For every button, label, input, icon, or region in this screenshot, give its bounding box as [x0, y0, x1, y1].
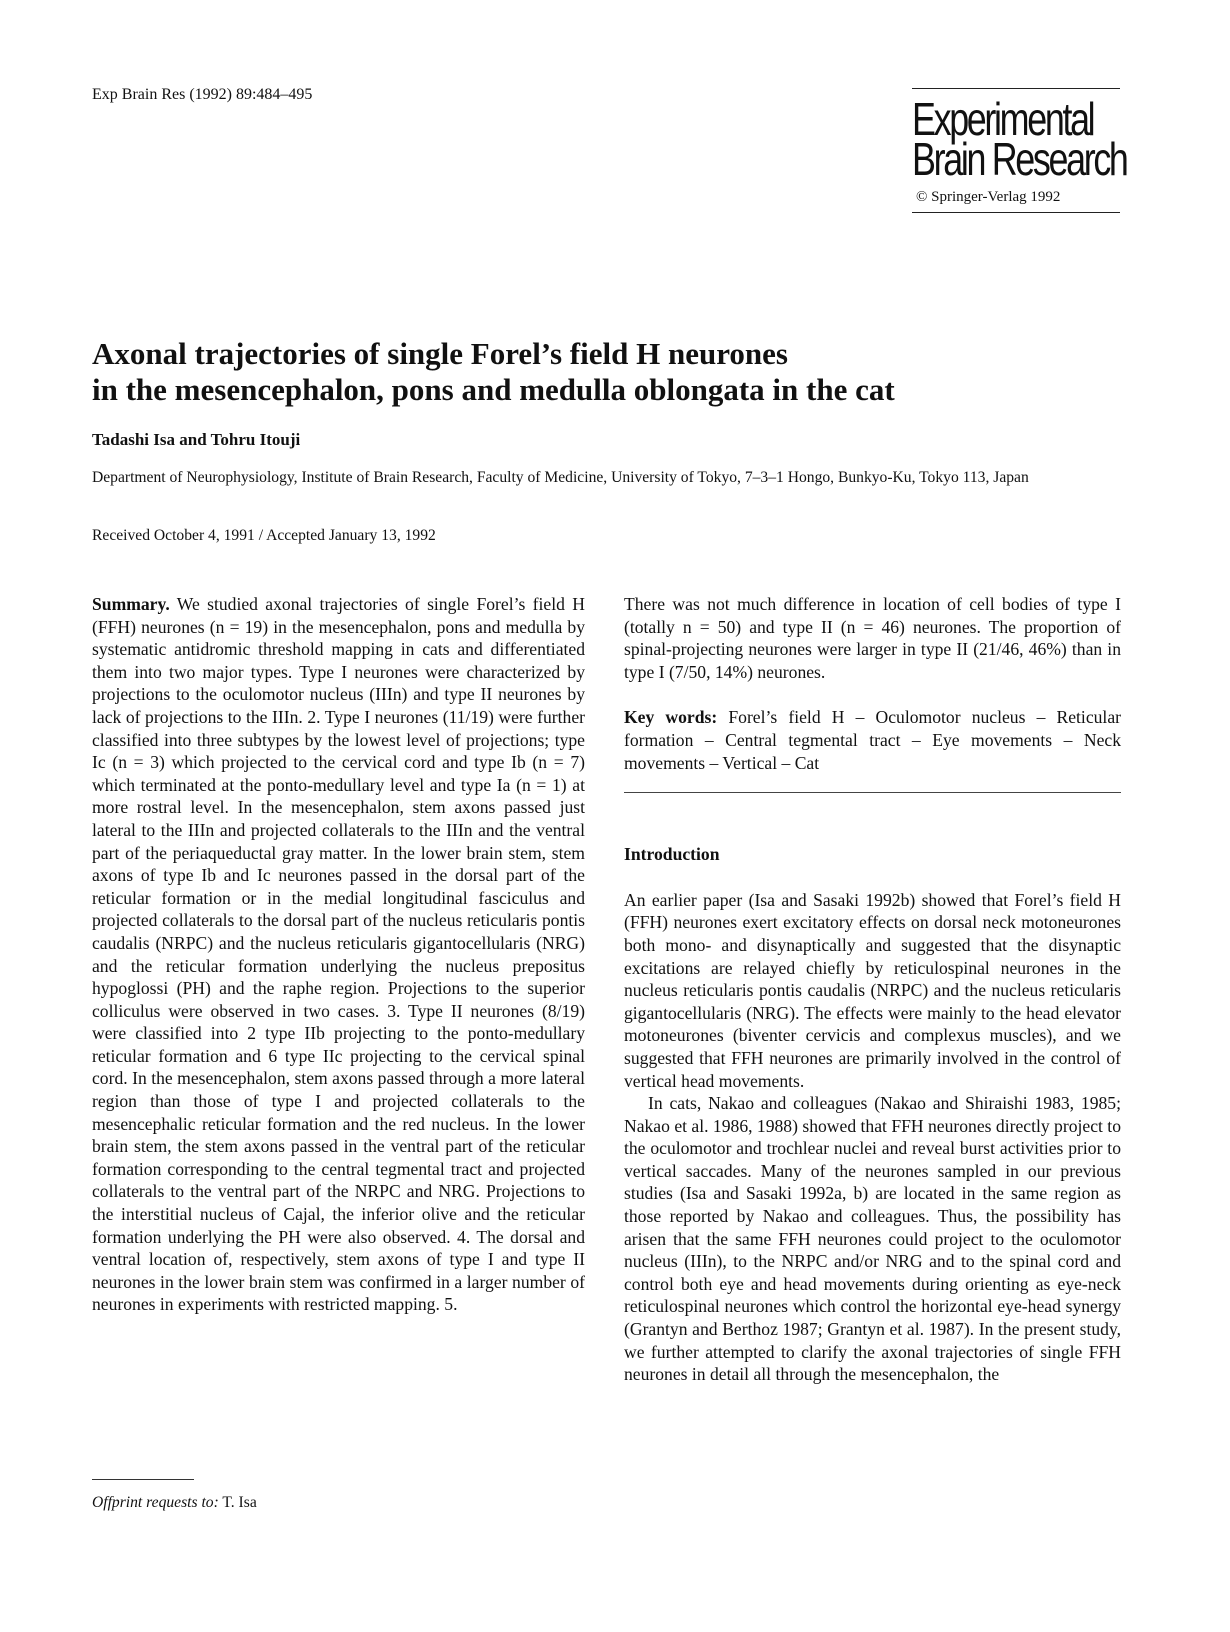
footnote-rule — [92, 1479, 194, 1480]
left-column — [92, 593, 585, 1316]
summary-label: Summary. — [92, 594, 170, 614]
author-affiliation: Department of Neurophysiology, Institute of Brain Research, Faculty of Medicine, University of Tokyo, 7–3–1 Hongo, Bunkyo-Ku, Tokyo 113, Japan — [92, 469, 1029, 486]
offprint-footnote — [92, 1494, 257, 1512]
introduction-paragraph-2: In cats, Nakao and colleagues (Nakao and Shiraishi 1983, 1985; Nakao et al. 1986, 1988) showed that FFH neurones directly project to the oculomotor and trochlear nuclei and reveal burst activities prior to vertical saccades. Many of the neurones sampled in our previous studies (Isa and Sasaki 1992a, b) are located in the same region as those reported by Nakao and colleagues. Thus, the possibility has arisen that the same FFH neurones could project to the oculomotor nucleus (IIIn), to the NRPC and/or NRG and to the spinal cord and control both eye and head movements during orienting as eye-neck reticulospinal neurones which control the horizontal eye-head synergy (Grantyn and Berthoz 1987; Grantyn et al. 1987). In the present study, we further attempted to clarify the axonal trajectories of single FFH neurones in detail all through the mesencephalon, the — [624, 1093, 1121, 1385]
section-divider — [624, 792, 1121, 793]
keywords-text: Forel’s field H – Oculomotor nucleus – Reticular formation – Central tegmental tract – Eye movements – Neck movements – Vertical – Cat — [624, 707, 1121, 773]
journal-logo — [912, 93, 1127, 185]
introduction-paragraph-1: An earlier paper (Isa and Sasaki 1992b) showed that Forel’s field H (FFH) neurones exert excitatory effects on dorsal neck motoneurones both mono- and disynaptically and suggested that the disynaptic excitations are relayed chiefly by reticulospinal neurones in the nucleus reticularis pontis caudalis (NRPC) and the nucleus reticularis gigantocellularis (NRG). The effects were mainly to the head elevator motoneurones (biventer cervicis and complexus muscles), and we suggested that FFH neurones are primarily involved in the control of vertical head movements. — [624, 889, 1121, 1091]
article-title — [92, 336, 1132, 408]
masthead-rule-top — [912, 88, 1120, 89]
footnote-label: Offprint requests to: — [92, 1494, 219, 1511]
copyright-notice: © Springer-Verlag 1992 — [916, 189, 1061, 205]
introduction-heading: Introduction — [624, 844, 720, 865]
article-title-line2: in the mesencephalon, pons and medulla oblongata in the cat — [92, 372, 895, 407]
journal-logo-line2: Brain Research — [912, 133, 1127, 185]
article-title-line1: Axonal trajectories of single Forel’s field H neurones — [92, 336, 788, 371]
keywords-label: Key words: — [624, 707, 718, 728]
summary-paragraph — [92, 593, 585, 1316]
masthead-rule-bottom — [912, 212, 1120, 213]
summary-text: We studied axonal trajectories of single Forel’s field H (FFH) neurones (n = 19) in the mesencephalon, pons and medulla by systematic antidromic threshold mapping in cats and differentiated them into two major types. Type I neurones were characterized by projections to the oculomotor nucleus (IIIn) and type II neurones by lack of projections to the IIIn. 2. Type I neurones (11/19) were further classified into three subtypes by the lowest level of projections; type Ic (n = 3) which projected to the cervical cord and type Ib (n = 7) which terminated at the ponto-medullary level and type Ia (n = 1) at more rostral level. In the mesencephalon, stem axons passed just lateral to the IIIn and projected collaterals to the IIIn and the ventral part of the periaqueductal gray matter. In the lower brain stem, stem axons of type Ib and Ic neurones passed in the dorsal part of the reticular formation or in the medial longitudinal fasciculus and projected collaterals to the dorsal part of the nucleus reticularis pontis caudalis (NRPC) and the nucleus reticularis gigantocellularis (NRG) and the reticular formation underlying the nucleus prepositus hypoglossi (PH) and the raphe region. Projections to the superior colliculus were observed in two cases. 3. Type II neurones (8/19) were classified into 2 type IIb projecting to the ponto-medullary reticular formation and 6 type IIc projecting to the cervical spinal cord. In the mesencephalon, stem axons passed through a more lateral region than those of type I and projected collaterals to the mesencephalic reticular formation and the red nucleus. In the lower brain stem, the stem axons passed in the ventral part of the reticular formation corresponding to the central tegmental tract and projected collaterals to the ventral part of the NRPC and NRG. Projections to the interstitial nucleus of Cajal, the inferior olive and the reticular formation underlying the PH were also observed. 4. The dorsal and ventral location of, respectively, stem axons of type I and type II neurones in the lower brain stem was confirmed in a larger number of neurones in experiments with restricted mapping. 5. — [92, 594, 585, 1315]
summary-continuation: There was not much difference in location of cell bodies of type I (totally n = 50) and type II (n = 46) neurones. The proportion of spinal-projecting neurones were larger in type II (21/46, 46%) than in type I (7/50, 14%) neurones. — [624, 594, 1121, 682]
journal-logo-line1: Experimental — [912, 93, 1094, 145]
article-authors: Tadashi Isa and Tohru Itouji — [92, 430, 301, 449]
keywords-paragraph — [624, 706, 1121, 774]
journal-masthead — [912, 88, 1127, 213]
received-dates: Received October 4, 1991 / Accepted January 13, 1992 — [92, 527, 436, 544]
right-column — [624, 593, 1121, 1386]
footnote-name: T. Isa — [218, 1494, 257, 1511]
journal-citation: Exp Brain Res (1992) 89:484–495 — [92, 86, 313, 103]
